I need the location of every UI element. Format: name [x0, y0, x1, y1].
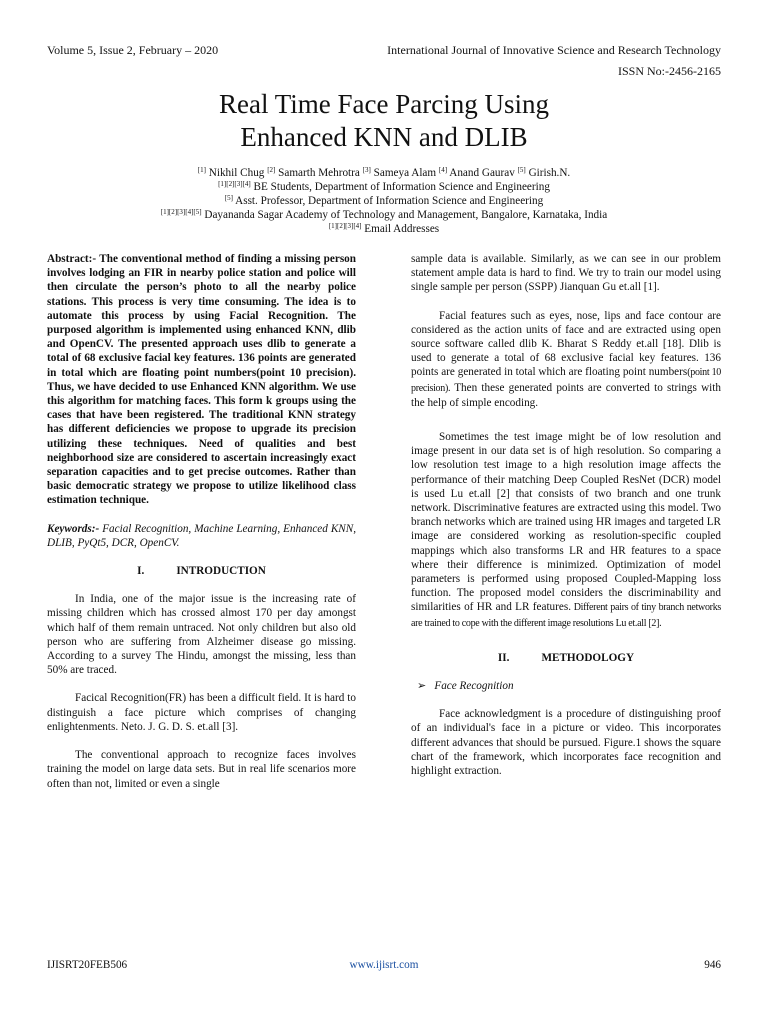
paragraph-text: Sometimes the test image might be of low resolution and image present in our data set is of high resolution. So comparing a low resolution test image to a high resolution image affects the performance of their matching Deep Coupled ResNet (DCR) model is used Lu et.all [2] that consists of two branch and one trunk network. Discriminative features are extracted using this model. Two branch networks which are trained using HR images and targeted LR image are considered working as resolution-specific coupled mappings which also transforms LR and HR features to a space where their difference is minimized. Optimization of model parameters is performed using proposed Coupled-Mapping loss function. The proposed model considers the discriminability and similarities of HR and LR features. [411, 431, 721, 614]
affiliation-mark: [1][2][3][4] [328, 222, 362, 230]
paragraph: Facical Recognition(FR) has been a difficult field. It is hard to distinguish a face picture which comprises of changing enlightenments. Neto. J. G. D. S. et.all [3]. [47, 692, 356, 733]
paragraph: The conventional approach to recognize faces involves training the model on large data sets. But in real life scenarios more often than not, limited or even a single [47, 749, 356, 790]
abstract: Abstract:- The conventional method of finding a missing person involves lodging an FIR in nearby police station and police will then circulate the person’s photo to all the nearby police stations. This process is very time consuming. The idea is to automate this process by using Facial Recognition. The purposed algorithm is implemented using enhanced KNN, dlib and OpenCV. The presented approach uses dlib to generate a total of 68 exclusive facial key features. 136 points are generated in total which are floating point numbers(point 10 precision). Thus, we have decided to use Enhanced KNN algorithm. We use this algorithm for matching faces. This form k groups using the cases that have been registered. The traditional KNN strategy has different deficiencies we propose to upgrade its precision utilizing these techniques. Need of qualities and best neighborhood size are considered to ascertain increasingly exact separation capacities and to get precise outcomes. Rather than basic democratic strategy we propose to utilize likelihood class estimation technique. [47, 253, 356, 507]
paragraph [411, 430, 721, 631]
paper-title [0, 88, 768, 154]
paragraph-text-small: Different pairs of tiny branch networks are trained to cope with the different image resolutions Lu et.all [2]. [411, 602, 721, 629]
affiliation-professor [0, 194, 768, 208]
arrow-bullet-icon: ➢ [417, 680, 427, 693]
subsection-heading [411, 679, 721, 693]
issn: ISSN No:-2456-2165 [617, 64, 721, 78]
affiliation-mark: [1][2][3][4][5] [160, 208, 202, 216]
title-line-2: Enhanced KNN and DLIB [240, 122, 528, 152]
author-mark: [4] [438, 166, 448, 174]
affiliation-text: Dayananda Sagar Academy of Technology and Management, Bangalore, Karnataka, India [204, 209, 608, 221]
paragraph: sample data is available. Similarly, as we can see in our problem statement ample data is hard to find. We try to train our model using single sample per person (SSPP) Jianquan Gu et.all [1]. [411, 253, 721, 294]
paragraph: Face acknowledgment is a procedure of distinguishing proof of an individual's face in a picture or video. This incorporates different advances that should be pursued. Figure.1 shows the square chart of the framework, which incorporates face recognition and highlight extraction. [411, 708, 721, 778]
volume-issue: Volume 5, Issue 2, February – 2020 [47, 43, 219, 57]
paragraph-text-small: (point 10 precision). [411, 367, 721, 394]
author-name: Anand Gaurav [449, 167, 515, 179]
affiliation-email [0, 222, 768, 236]
affiliation-text: BE Students, Department of Information Science and Engineering [253, 181, 550, 193]
author-name: Samarth Mehrotra [278, 167, 360, 179]
subsection-title: Face Recognition [434, 680, 514, 693]
left-column [47, 252, 356, 805]
author-name: Nikhil Chug [208, 167, 265, 179]
section-heading-introduction [47, 564, 356, 578]
author-name: Sameya Alam [373, 167, 437, 179]
author-mark: [2] [267, 166, 276, 174]
paragraph [411, 309, 721, 410]
author-mark: [1] [197, 166, 206, 174]
paragraph-text: Facial features such as eyes, nose, lips and face contour are considered as the action units of face and are extracted using open source software called dlib K. Bharat S Reddy et.all [18]. Dlib is used to generate a total of 68 exclusive facial key features. 136 points are generated in total which are floating point numbers [411, 309, 721, 379]
affiliation-text: Email Addresses [364, 223, 440, 235]
paragraph-text: Then these generated points are converted to strings with the help of simple encoding. [411, 381, 721, 409]
section-title: METHODOLOGY [541, 651, 635, 664]
page-number: 946 [704, 959, 721, 971]
author-name: Girish.N. [528, 167, 571, 179]
author-mark: [3] [362, 166, 371, 174]
journal-website-link[interactable]: www.ijisrt.com [349, 959, 419, 971]
journal-name: International Journal of Innovative Science and Research Technology [387, 43, 721, 57]
section-heading-methodology [411, 651, 721, 665]
keywords [47, 522, 356, 550]
keywords-text: Facial Recognition, Machine Learning, Enhanced KNN, DLIB, PyQt5, DCR, OpenCV. [47, 522, 357, 549]
keywords-label: Keywords:- [47, 522, 100, 535]
author-mark: [5] [517, 166, 526, 174]
author-list [0, 166, 768, 180]
affiliation-mark: [1][2][3][4] [218, 180, 251, 188]
section-title: INTRODUCTION [176, 565, 266, 578]
section-number: II. [497, 651, 510, 664]
section-number: I. [137, 565, 145, 578]
title-line-1: Real Time Face Parcing Using [219, 89, 549, 119]
affiliation-mark: [5] [224, 194, 233, 202]
paragraph: In India, one of the major issue is the increasing rate of missing children which has crossed almost 170 per day amongst which half of them remain untraced. Not only children but also old person who are suffering from Alzheimer disease go missing. According to a survey The Hindu, amongst the missing, less than 50% are traced. [47, 593, 356, 677]
affiliation-text: Asst. Professor, Department of Information Science and Engineering [235, 195, 544, 207]
affiliation-students [0, 180, 768, 194]
paper-id: IJISRT20FEB506 [47, 959, 128, 971]
right-column [411, 252, 721, 792]
affiliation-institute [0, 208, 768, 222]
